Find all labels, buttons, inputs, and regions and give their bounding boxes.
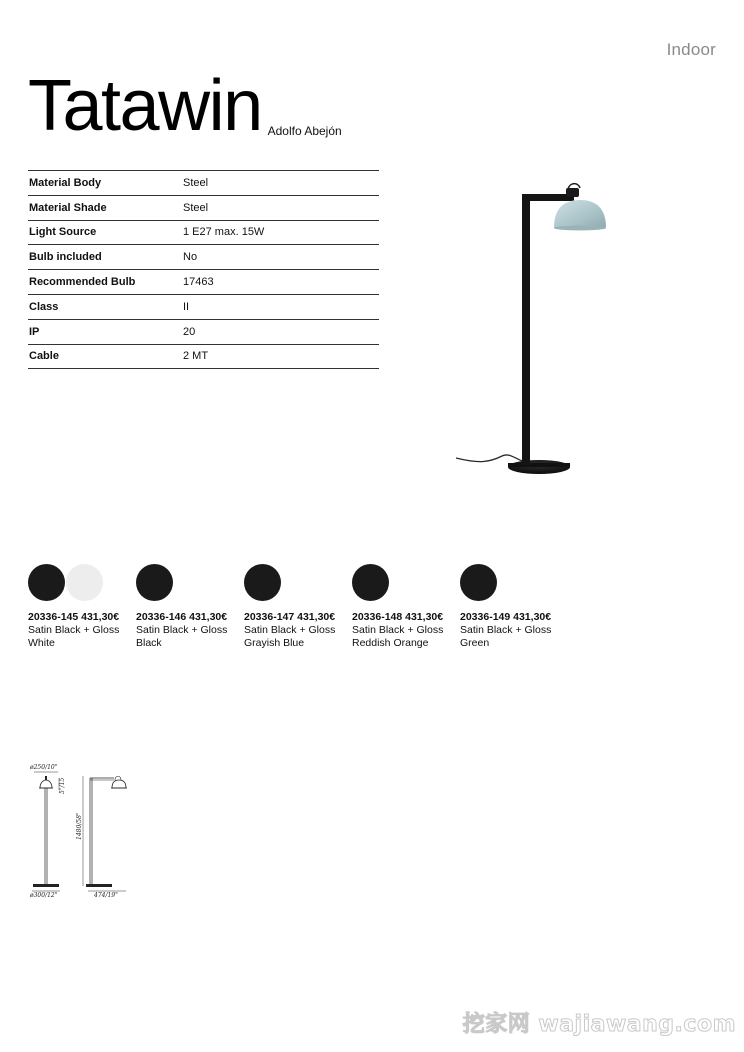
spec-row [28, 295, 379, 320]
spec-row [28, 245, 379, 270]
spec-label: IP [29, 325, 40, 338]
variant-code-price: 20336-146 431,30€ [136, 611, 228, 623]
spec-value: 1 E27 max. 15W [183, 226, 265, 239]
title-block [28, 66, 342, 146]
variant-item[interactable] [352, 564, 460, 650]
spec-label: Material Shade [29, 201, 107, 214]
color-swatch [460, 564, 497, 601]
category-label: Indoor [666, 40, 716, 59]
spec-label: Recommended Bulb [29, 276, 136, 289]
spec-value: Steel [183, 201, 209, 214]
variant-code-price: 20336-149 431,30€ [460, 611, 552, 623]
product-title: Tatawin [28, 66, 262, 146]
variant-finish: Satin Black + Gloss Grayish Blue [244, 624, 336, 649]
variant-item[interactable] [28, 564, 136, 650]
product-photo [450, 180, 620, 480]
variant-finish: Satin Black + Gloss Black [136, 624, 228, 649]
spec-label: Class [29, 300, 59, 313]
color-swatch [352, 564, 389, 601]
spec-label: Light Source [29, 226, 97, 239]
spec-row [28, 196, 379, 221]
dim-height: 1480/58" [76, 812, 83, 840]
color-swatch [28, 564, 65, 601]
watermark: 挖家网 wajiawang.com [462, 1012, 736, 1037]
dimension-drawing [26, 760, 136, 900]
color-swatch [136, 564, 173, 601]
spec-row [28, 320, 379, 345]
variant-item[interactable] [244, 564, 352, 650]
spec-row [28, 221, 379, 246]
spec-label: Material Body [29, 176, 102, 189]
variant-item[interactable] [460, 564, 568, 650]
spec-value: 20 [183, 325, 196, 338]
spec-row [28, 270, 379, 295]
variant-code-price: 20336-148 431,30€ [352, 611, 444, 623]
variant-list [28, 564, 568, 650]
color-swatch [244, 564, 281, 601]
designer-name: Adolfo Abejón [267, 124, 342, 138]
spec-value: No [183, 251, 198, 264]
spec-value: 2 MT [183, 350, 209, 363]
spec-row [28, 345, 379, 370]
variant-finish: Satin Black + Gloss White [28, 624, 120, 649]
variant-item[interactable] [136, 564, 244, 650]
color-swatch [66, 564, 103, 601]
dim-shade-height: 5"/15 [59, 777, 66, 794]
spec-label: Bulb included [29, 251, 102, 264]
variant-code-price: 20336-147 431,30€ [244, 611, 336, 623]
dim-base-diameter: ø300/12" [30, 892, 58, 899]
dim-shade-diameter: ø250/10" [30, 764, 58, 771]
dim-width: 474/19" [94, 892, 118, 899]
variant-finish: Satin Black + Gloss Reddish Orange [352, 624, 444, 649]
spec-label: Cable [29, 350, 59, 363]
spec-value: II [183, 300, 190, 313]
variant-finish: Satin Black + Gloss Green [460, 624, 552, 649]
spec-value: 17463 [183, 276, 214, 289]
spec-row [28, 171, 379, 196]
spec-value: Steel [183, 176, 209, 189]
variant-code-price: 20336-145 431,30€ [28, 611, 120, 623]
spec-table [28, 170, 379, 369]
